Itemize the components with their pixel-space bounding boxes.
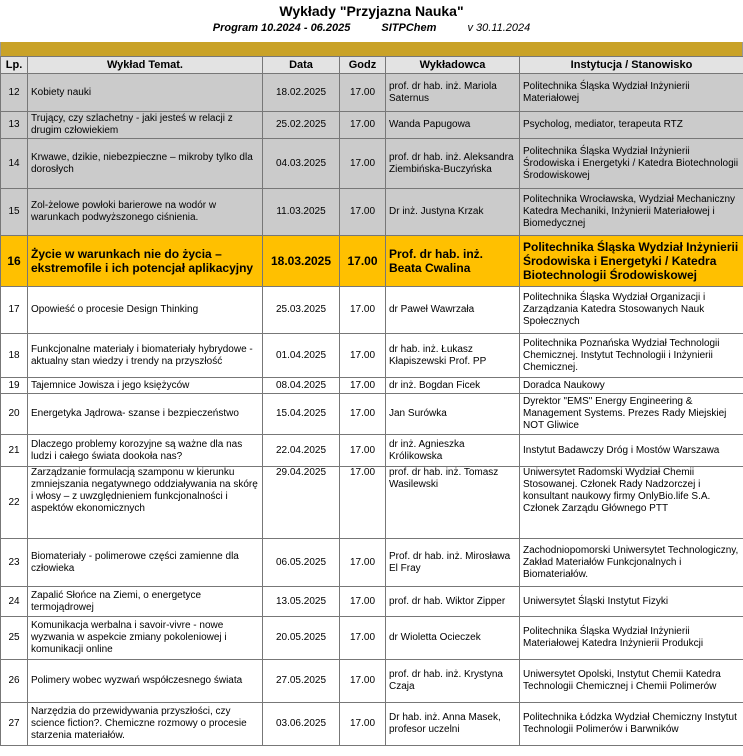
cell-lecturer: Prof. dr hab. inż. Beata Cwalina [386,236,520,287]
cell-hour: 17.00 [340,660,386,703]
cell-date: 25.02.2025 [263,112,340,139]
cell-lecturer: Wanda Papugowa [386,112,520,139]
col-header-lp[interactable]: Lp. [1,57,28,74]
version: v 30.11.2024 [467,22,531,34]
cell-lp: 12 [1,74,28,112]
cell-date: 08.04.2025 [263,378,340,394]
cell-lp: 20 [1,394,28,435]
table-row[interactable] [1,435,743,467]
table-header-row [1,57,743,74]
table-row[interactable] [1,334,743,378]
cell-hour: 17.00 [340,236,386,287]
table-row[interactable] [1,617,743,660]
cell-institution: Politechnika Śląska Wydział Inżynierii Materiałowej [520,74,743,112]
cell-hour: 17.00 [340,587,386,617]
cell-hour: 17.00 [340,378,386,394]
cell-hour: 17.00 [340,334,386,378]
cell-date: 27.05.2025 [263,660,340,703]
table-row[interactable] [1,189,743,236]
organization: SITPChem [381,22,437,34]
cell-date: 01.04.2025 [263,334,340,378]
cell-lecturer: dr hab. inż. Łukasz Kłapiszewski Prof. PP [386,334,520,378]
cell-hour: 17.00 [340,539,386,587]
cell-hour: 17.00 [340,703,386,746]
cell-topic: Kobiety nauki [28,74,263,112]
cell-lecturer: prof. dr hab. Wiktor Zipper [386,587,520,617]
cell-lp: 16 [1,236,28,287]
cell-institution: Uniwersytet Opolski, Instytut Chemii Katedra Technologii Chemicznej i Chemii Polimerów [520,660,743,703]
table-row[interactable] [1,660,743,703]
cell-date: 11.03.2025 [263,189,340,236]
table-row[interactable] [1,112,743,139]
cell-lecturer: prof. dr hab. inż. Krystyna Czaja [386,660,520,703]
table-row-highlighted[interactable] [1,236,743,287]
cell-institution: Politechnika Śląska Wydział Organizacji i Zarządzania Katedra Stosowanych Nauk Społecznych [520,287,743,334]
cell-date: 15.04.2025 [263,394,340,435]
cell-topic: Opowieść o procesie Design Thinking [28,287,263,334]
cell-lecturer: Prof. dr hab. inż. Mirosława El Fray [386,539,520,587]
cell-lp: 24 [1,587,28,617]
program-line [0,20,743,36]
cell-lp: 18 [1,334,28,378]
table-row[interactable] [1,287,743,334]
col-header-lecturer[interactable]: Wykładowca [386,57,520,74]
cell-institution: Psycholog, mediator, terapeuta RTZ [520,112,743,139]
cell-lp: 25 [1,617,28,660]
cell-lp: 23 [1,539,28,587]
cell-lp: 13 [1,112,28,139]
cell-date: 18.03.2025 [263,236,340,287]
cell-topic: Zarządzanie formulacją szamponu w kierunku zmniejszania negatywnego oddziaływania na skórę i włosy – z uwzględnieniem funkcjonalności i aspektów ekonomicznych [28,467,263,539]
cell-lp: 26 [1,660,28,703]
cell-institution: Instytut Badawczy Dróg i Mostów Warszawa [520,435,743,467]
cell-institution: Zachodniopomorski Uniwersytet Technologiczny, Zakład Materiałów Funkcjonalnych i Biomateriałów. [520,539,743,587]
table-row[interactable] [1,74,743,112]
table-row[interactable] [1,394,743,435]
cell-institution: Uniwersytet Radomski Wydział Chemii Stosowanej. Członek Rady Nadzorczej i konsultant naukowy firmy OnlyBio.life S.A. Członek Zarządu Głównego PTT [520,467,743,539]
lecture-table [0,56,743,746]
cell-institution: Politechnika Śląska Wydział Inżynierii Środowiska i Energetyki / Katedra Biotechnologii Środowiskowej [520,139,743,189]
cell-hour: 17.00 [340,617,386,660]
table-row[interactable] [1,139,743,189]
cell-lp: 27 [1,703,28,746]
table-row[interactable] [1,587,743,617]
page-title: Wykłady "Przyjazna Nauka" [279,3,464,19]
cell-lecturer: dr inż. Bogdan Ficek [386,378,520,394]
table-row[interactable] [1,703,743,746]
cell-lecturer: dr Paweł Wawrzała [386,287,520,334]
cell-lecturer: dr inż. Agnieszka Królikowska [386,435,520,467]
cell-topic: Zol-żelowe powłoki barierowe na wodór w warunkach podwyższonego ciśnienia. [28,189,263,236]
cell-institution: Doradca Naukowy [520,378,743,394]
program-period: Program 10.2024 - 06.2025 [212,22,351,34]
cell-hour: 17.00 [340,435,386,467]
table-row[interactable] [1,378,743,394]
cell-hour: 17.00 [340,394,386,435]
col-header-hour[interactable]: Godz [340,57,386,74]
cell-topic: Komunikacja werbalna i savoir-vivre - nowe wyzwania w aspekcie zmiany pokoleniowej i komunikacji online [28,617,263,660]
cell-lecturer: prof. dr hab. inż. Tomasz Wasilewski [386,467,520,539]
cell-hour: 17.00 [340,139,386,189]
cell-date: 13.05.2025 [263,587,340,617]
cell-lp: 14 [1,139,28,189]
cell-date: 06.05.2025 [263,539,340,587]
cell-institution: Dyrektor "EMS" Energy Engineering & Management Systems. Prezes Rady Miejskiej NOT Gliwice [520,394,743,435]
header-accent-bar [0,42,743,56]
table-row[interactable] [1,539,743,587]
cell-topic: Dlaczego problemy korozyjne są ważne dla nas ludzi i całego świata dookoła nas? [28,435,263,467]
cell-topic: Energetyka Jądrowa- szanse i bezpieczeństwo [28,394,263,435]
cell-date: 04.03.2025 [263,139,340,189]
cell-lecturer: dr Wioletta Ocieczek [386,617,520,660]
sheet-header [0,0,743,36]
table-row[interactable] [1,467,743,539]
cell-topic: Biomateriały - polimerowe części zamienne dla człowieka [28,539,263,587]
cell-topic: Krwawe, dzikie, niebezpieczne – mikroby tylko dla dorosłych [28,139,263,189]
cell-lecturer: Dr hab. inż. Anna Masek, profesor uczelni [386,703,520,746]
cell-lecturer: prof. dr hab. inż. Mariola Saternus [386,74,520,112]
cell-institution: Politechnika Śląska Wydział Inżynierii Materiałowej Katedra Inżynierii Produkcji [520,617,743,660]
cell-institution: Politechnika Poznańska Wydział Technologii Chemicznej. Instytut Technologii i Inżynierii Chemicznej. [520,334,743,378]
cell-institution: Politechnika Śląska Wydział Inżynierii Środowiska i Energetyki / Katedra Biotechnologii Środowiskowej [520,236,743,287]
cell-lp: 21 [1,435,28,467]
col-header-institution[interactable]: Instytucja / Stanowisko [520,57,743,74]
cell-topic: Narzędzia do przewidywania przyszłości, czy science fiction?. Chemiczne rozmowy o procesie starzenia materiałów. [28,703,263,746]
cell-topic: Zapalić Słońce na Ziemi, o energetyce termojądrowej [28,587,263,617]
cell-institution: Politechnika Wrocławska, Wydział Mechaniczny Katedra Mechaniki, Inżynierii Materiałowej i Biomedycznej [520,189,743,236]
cell-lp: 17 [1,287,28,334]
cell-date: 20.05.2025 [263,617,340,660]
cell-date: 18.02.2025 [263,74,340,112]
cell-hour: 17.00 [340,189,386,236]
cell-date: 29.04.2025 [263,467,340,539]
cell-lecturer: Dr inż. Justyna Krzak [386,189,520,236]
cell-hour: 17.00 [340,287,386,334]
cell-date: 25.03.2025 [263,287,340,334]
cell-lp: 22 [1,467,28,539]
cell-topic: Funkcjonalne materiały i biomateriały hybrydowe - aktualny stan wiedzy i trendy na przyszłość [28,334,263,378]
cell-hour: 17.00 [340,467,386,539]
cell-date: 03.06.2025 [263,703,340,746]
cell-topic: Tajemnice Jowisza i jego księżyców [28,378,263,394]
cell-lecturer: Jan Surówka [386,394,520,435]
cell-topic: Polimery wobec wyzwań współczesnego świata [28,660,263,703]
cell-hour: 17.00 [340,74,386,112]
cell-lecturer: prof. dr hab. inż. Aleksandra Ziembińska-Buczyńska [386,139,520,189]
cell-topic: Życie w warunkach nie do życia – ekstremofile i ich potencjał aplikacyjny [28,236,263,287]
col-header-date[interactable]: Data [263,57,340,74]
cell-institution: Politechnika Łódzka Wydział Chemiczny Instytut Technologii Polimerów i Barwników [520,703,743,746]
cell-date: 22.04.2025 [263,435,340,467]
cell-lp: 15 [1,189,28,236]
col-header-topic[interactable]: Wykład Temat. [28,57,263,74]
cell-hour: 17.00 [340,112,386,139]
cell-lp: 19 [1,378,28,394]
cell-institution: Uniwersytet Śląski Instytut Fizyki [520,587,743,617]
cell-topic: Trujący, czy szlachetny - jaki jesteś w relacji z drugim człowiekiem [28,112,263,139]
